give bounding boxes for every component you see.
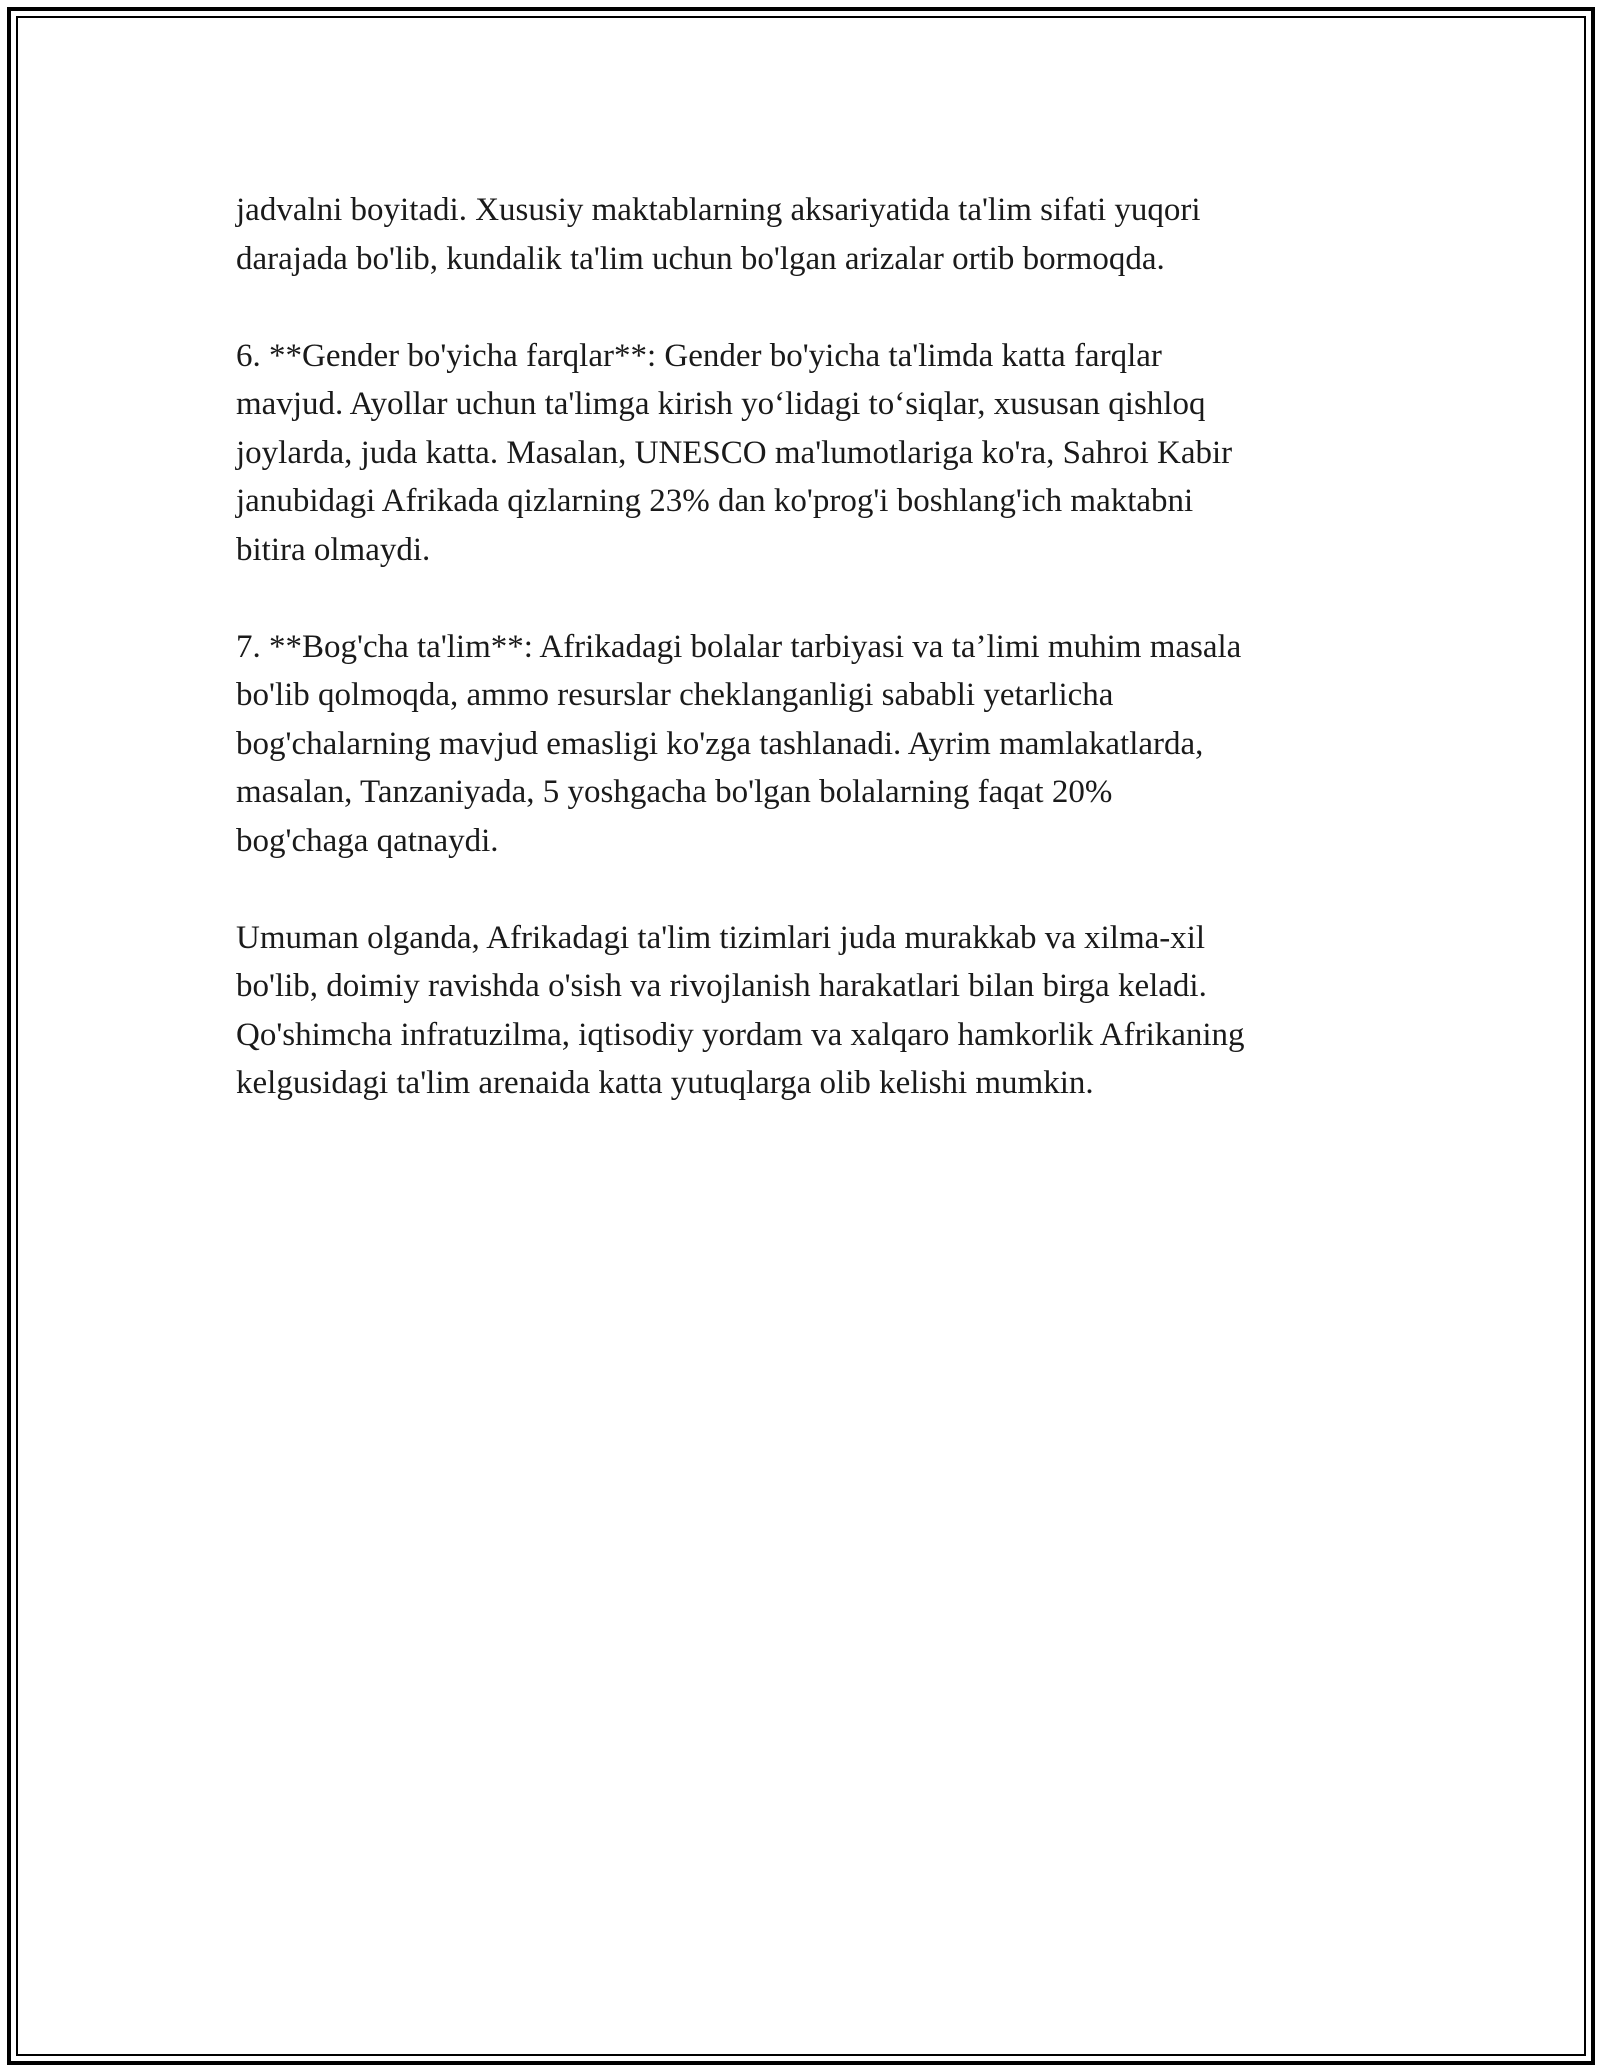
paragraph-preschool-education: 7. **Bog'cha ta'lim**: Afrikadagi bolalar tarbiyasi va ta’limi muhim masala bo'lib qolmoqda, ammo resurslar cheklanganligi sababli yetarlicha bog'chalarning mavjud emasligi ko'zga tashlanadi. Ayrim mamlakatlarda, masalan, Tanzaniyada, 5 yoshgacha bo'lgan bolalarning faqat 20% bog'chaga qatnaydi. [236, 628, 1242, 859]
paragraph-gender-differences: 6. **Gender bo'yicha farqlar**: Gender bo'yicha ta'limda katta farqlar mavjud. Ayollar uchun ta'limga kirish yo‘lidagi to‘siqlar, xususan qishloq joylarda, juda katta. Masalan, UNESCO ma'lumotlariga ko'ra, Sahroi Kabir janubidagi Afrikada qizlarning 23% dan ko'prog'i boshlang'ich maktabni bitira olmaydi. [236, 337, 1233, 568]
paragraph-private-schools: jadvalni boyitadi. Xususiy maktablarning aksariyatida ta'lim sifati yuqori darajada bo'lib, kundalik ta'lim uchun bo'lgan arizalar ortib bormoqda. [236, 192, 1201, 277]
paragraph-conclusion: Umuman olganda, Afrikadagi ta'lim tizimlari juda murakkab va xilma-xil bo'lib, doimiy ravishda o'sish va rivojlanish harakatlari bilan birga keladi. Qo'shimcha infratuzilma, iqtisodiy yordam va xalqaro hamkorlik Afrikaning kelgusidagi ta'lim arenaida katta yutuqlarga olib kelishi mumkin. [236, 919, 1245, 1101]
document-body [236, 186, 1386, 1156]
